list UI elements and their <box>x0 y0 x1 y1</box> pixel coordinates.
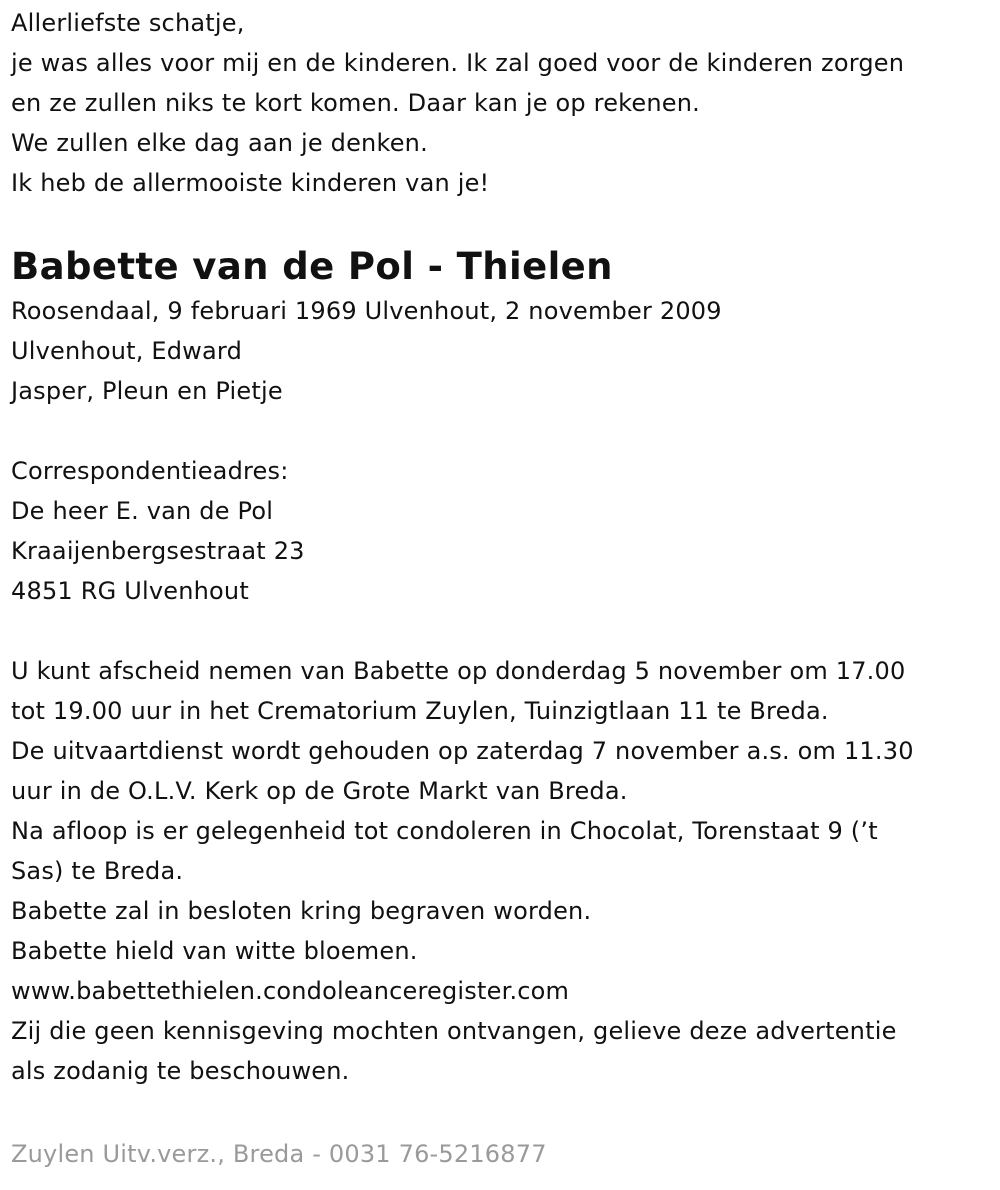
deceased-children: Jasper, Pleun en Pietje <box>11 377 283 405</box>
correspondence-city: 4851 RG Ulvenhout <box>11 577 249 605</box>
details-line: als zodanig te beschouwen. <box>11 1057 350 1085</box>
correspondence-heading: Correspondentieadres: <box>11 457 289 485</box>
details-line: Sas) te Breda. <box>11 857 184 885</box>
message-line: en ze zullen niks te kort komen. Daar kan je op rekenen. <box>11 89 700 117</box>
message-line: Ik heb de allermooiste kinderen van je! <box>11 169 490 197</box>
details-line: Zij die geen kennisgeving mochten ontvangen, gelieve deze advertentie <box>11 1017 897 1045</box>
details-line: tot 19.00 uur in het Crematorium Zuylen, Tuinzigtlaan 11 te Breda. <box>11 697 829 725</box>
details-line: De uitvaartdienst wordt gehouden op zaterdag 7 november a.s. om 11.30 <box>11 737 914 765</box>
details-line: U kunt afscheid nemen van Babette op donderdag 5 november om 17.00 <box>11 657 906 685</box>
correspondence-name: De heer E. van de Pol <box>11 497 274 525</box>
message-line: We zullen elke dag aan je denken. <box>11 129 428 157</box>
deceased-partner: Ulvenhout, Edward <box>11 337 243 365</box>
deceased-dates: Roosendaal, 9 februari 1969 Ulvenhout, 2 november 2009 <box>11 297 722 325</box>
details-line: uur in de O.L.V. Kerk op de Grote Markt van Breda. <box>11 777 628 805</box>
details-line: Babette zal in besloten kring begraven worden. <box>11 897 592 925</box>
funeral-director-footer: Zuylen Uitv.verz., Breda - 0031 76-5216877 <box>11 1140 547 1168</box>
details-line: Babette hield van witte bloemen. <box>11 937 418 965</box>
details-line: Na afloop is er gelegenheid tot condoleren in Chocolat, Torenstaat 9 (’t <box>11 817 878 845</box>
correspondence-street: Kraaijenbergsestraat 23 <box>11 537 305 565</box>
deceased-name: Babette van de Pol - Thielen <box>11 245 613 288</box>
message-line: Allerliefste schatje, <box>11 9 245 37</box>
message-line: je was alles voor mij en de kinderen. Ik zal goed voor de kinderen zorgen <box>11 49 905 77</box>
condolence-register-url: www.babettethielen.condoleanceregister.com <box>11 977 570 1005</box>
